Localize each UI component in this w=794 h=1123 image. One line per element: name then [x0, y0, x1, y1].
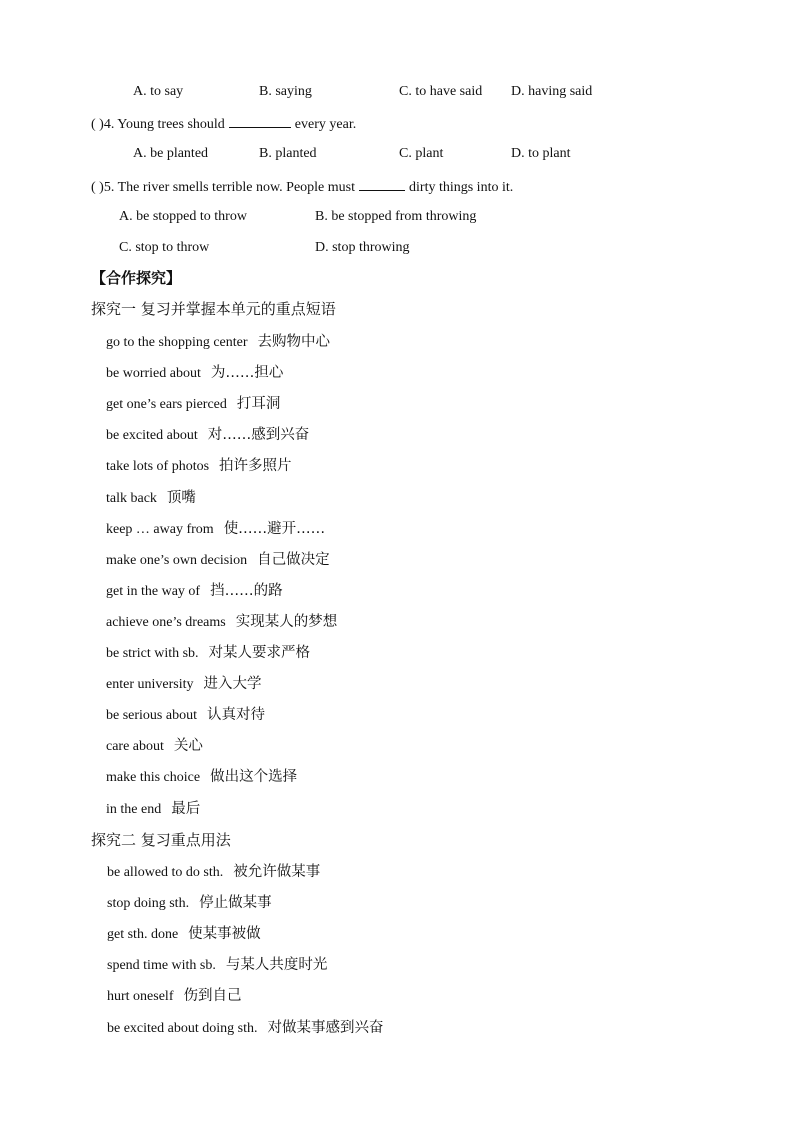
usage-item [107, 955, 327, 976]
phrase-item-english: be worried about [106, 366, 201, 382]
phrase-item-chinese: 进入大学 [203, 676, 262, 693]
usage-item-english: stop doing sth. [107, 896, 190, 912]
answer-blank[interactable] [229, 113, 291, 128]
phrase-item-english: talk back [106, 490, 157, 506]
usage-item [107, 862, 320, 883]
phrase-item-chinese: 关心 [173, 738, 203, 755]
q4-option-d: D. to plant [511, 146, 571, 161]
q3-option-a: A. to say [133, 84, 184, 99]
usage-item-english: get sth. done [107, 927, 179, 943]
usage-item-english: hurt oneself [107, 989, 174, 1005]
phrase-item [106, 519, 325, 540]
phrase-item-english: take lots of photos [106, 459, 210, 475]
phrase-item-english: achieve one’s dreams [106, 614, 226, 630]
phrase-item-chinese: 挡……的路 [210, 582, 283, 599]
phrase-item-english: get in the way of [106, 583, 201, 599]
phrase-item [106, 550, 330, 571]
phrase-item-english: make one’s own decision [106, 552, 248, 568]
phrase-item [106, 736, 203, 757]
phrase-item [106, 612, 337, 633]
question-stem-before: 5. The river smells terrible now. People must [103, 180, 356, 195]
phrase-item-english: make this choice [106, 770, 201, 786]
usage-item [107, 924, 261, 945]
phrase-item [106, 425, 309, 446]
usage-item-chinese: 停止做某事 [199, 895, 272, 912]
usage-item-chinese: 使某事被做 [188, 926, 261, 943]
phrase-item [106, 643, 310, 664]
usage-item-chinese: 被允许做某事 [233, 864, 321, 880]
answer-paren: ( ) [91, 117, 104, 132]
phrase-item-chinese: 最后 [171, 800, 201, 817]
question-5 [91, 176, 513, 198]
usage-item [107, 986, 241, 1007]
question-stem-after: every year. [294, 117, 357, 132]
phrase-item-english: be serious about [106, 708, 197, 724]
usage-item-chinese: 对做某事感到兴奋 [267, 1019, 384, 1036]
usage-item-english: spend time with sb. [107, 958, 216, 974]
q5-option-d: D. stop throwing [315, 240, 410, 255]
q3-option-d: D. having said [511, 84, 593, 99]
phrase-item-english: in the end [106, 801, 162, 817]
phrase-item [106, 674, 261, 695]
phrase-item [106, 705, 265, 726]
phrase-item [106, 799, 200, 820]
phrase-item-chinese: 对……感到兴奋 [207, 427, 310, 444]
phrase-item [106, 394, 280, 415]
usage-item [107, 1018, 383, 1039]
phrase-item [106, 488, 196, 509]
usage-item [107, 893, 272, 914]
question-stem-after: dirty things into it. [409, 180, 514, 195]
phrase-item-chinese: 做出这个选择 [210, 769, 298, 786]
phrase-item [106, 363, 283, 384]
phrase-item [106, 456, 292, 477]
question-4 [91, 113, 356, 135]
usage-item-chinese: 伤到自己 [183, 988, 242, 1005]
phrase-item-chinese: 对某人要求严格 [208, 645, 311, 661]
phrase-item-english: enter university [106, 677, 194, 693]
q3-option-c: C. to have said [399, 84, 483, 99]
q4-option-b: B. planted [259, 146, 317, 161]
q5-option-c: C. stop to throw [119, 240, 210, 255]
phrase-item-chinese: 拍许多照片 [219, 458, 292, 475]
phrase-item [106, 332, 330, 353]
phrase-item-english: be excited about [106, 428, 198, 444]
q4-option-c: C. plant [399, 146, 444, 161]
phrase-item-chinese: 使……避开…… [223, 520, 326, 537]
section-1-title: 探究一 复习并掌握本单元的重点短语 [91, 300, 336, 318]
cooperative-heading: 【合作探究】 [91, 269, 182, 287]
phrase-item-english: be strict with sb. [106, 646, 199, 661]
question-stem-before: 4. Young trees should [103, 117, 225, 132]
phrase-item-chinese: 为……担心 [210, 365, 284, 382]
usage-item-chinese: 与某人共度时光 [225, 957, 328, 974]
phrase-item-chinese: 实现某人的梦想 [235, 613, 338, 630]
usage-item-english: be allowed to do sth. [107, 865, 224, 880]
phrase-item-chinese: 顶嘴 [166, 489, 196, 506]
phrase-item-chinese: 打耳洞 [236, 396, 281, 413]
q3-option-b: B. saying [259, 84, 312, 99]
q5-option-b: B. be stopped from throwing [315, 209, 477, 224]
phrase-item [106, 581, 283, 602]
phrase-item-english: care about [106, 739, 164, 755]
phrase-item-english: keep … away from [106, 521, 214, 537]
q4-option-a: A. be planted [133, 146, 209, 161]
answer-paren: ( ) [91, 180, 104, 195]
q5-option-a: A. be stopped to throw [119, 209, 247, 224]
phrase-item-chinese: 认真对待 [206, 707, 265, 724]
phrase-item [106, 767, 297, 788]
phrase-item-english: go to the shopping center [106, 335, 248, 350]
phrase-item-english: get one’s ears pierced [106, 397, 227, 413]
phrase-item-chinese: 自己做决定 [257, 551, 330, 568]
answer-blank[interactable] [359, 176, 405, 191]
section-2-title: 探究二 复习重点用法 [91, 831, 231, 849]
usage-item-english: be excited about doing sth. [107, 1020, 258, 1036]
phrase-item-chinese: 去购物中心 [257, 334, 331, 350]
